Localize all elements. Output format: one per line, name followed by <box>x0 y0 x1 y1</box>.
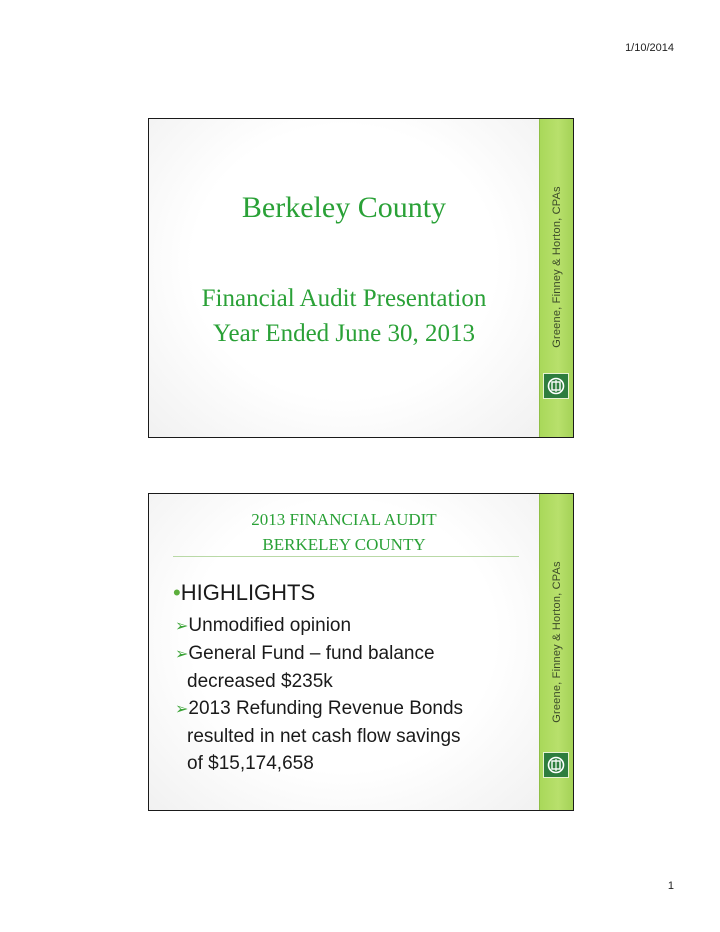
slide-subtitle <box>149 281 539 351</box>
arrow-bullet-icon: ➢ <box>175 646 189 663</box>
sub-bullet-text: Unmodified opinion <box>188 615 352 636</box>
slide-title <box>148 118 574 438</box>
subtitle-line-1: Financial Audit Presentation <box>201 285 487 312</box>
sub-bullet-text-cont: of $15,174,658 <box>187 753 314 774</box>
subtitle-line-2: Year Ended June 30, 2013 <box>212 320 475 347</box>
sub-bullet-text-cont: decreased $235k <box>187 671 333 692</box>
sub-bullet <box>173 640 529 695</box>
firm-sidebar <box>539 494 573 810</box>
slide-title-text: Berkeley County <box>241 191 447 224</box>
firm-name: Greene, Finney & Horton, CPAs <box>550 186 563 348</box>
page-date: 1/10/2014 <box>625 42 674 54</box>
slide-body <box>149 494 539 810</box>
slide-highlights <box>148 493 574 811</box>
sub-bullet <box>173 695 529 777</box>
heading-divider <box>173 556 519 557</box>
gfh-logo-icon <box>543 752 569 778</box>
firm-sidebar <box>539 119 573 437</box>
heading-line-1: 2013 FINANCIAL AUDIT <box>251 510 437 529</box>
heading-line-2: BERKELEY COUNTY <box>262 535 426 554</box>
firm-name: Greene, Finney & Horton, CPAs <box>550 561 563 723</box>
bullet-list <box>173 578 529 777</box>
slide-heading <box>149 507 539 557</box>
page-number: 1 <box>667 880 674 892</box>
arrow-bullet-icon: ➢ <box>175 701 189 718</box>
sub-bullet <box>173 612 529 640</box>
sub-bullet-text-cont: resulted in net cash flow savings <box>187 726 461 747</box>
sub-bullet-text: General Fund – fund balance <box>188 643 435 664</box>
sub-bullet-text: 2013 Refunding Revenue Bonds <box>188 698 464 719</box>
gfh-logo-icon <box>543 373 569 399</box>
arrow-bullet-icon: ➢ <box>175 618 189 635</box>
slide-body <box>149 119 539 437</box>
main-bullet <box>173 578 529 608</box>
bullet-dot-icon: • <box>173 580 181 605</box>
main-bullet-text: HIGHLIGHTS <box>180 580 316 605</box>
